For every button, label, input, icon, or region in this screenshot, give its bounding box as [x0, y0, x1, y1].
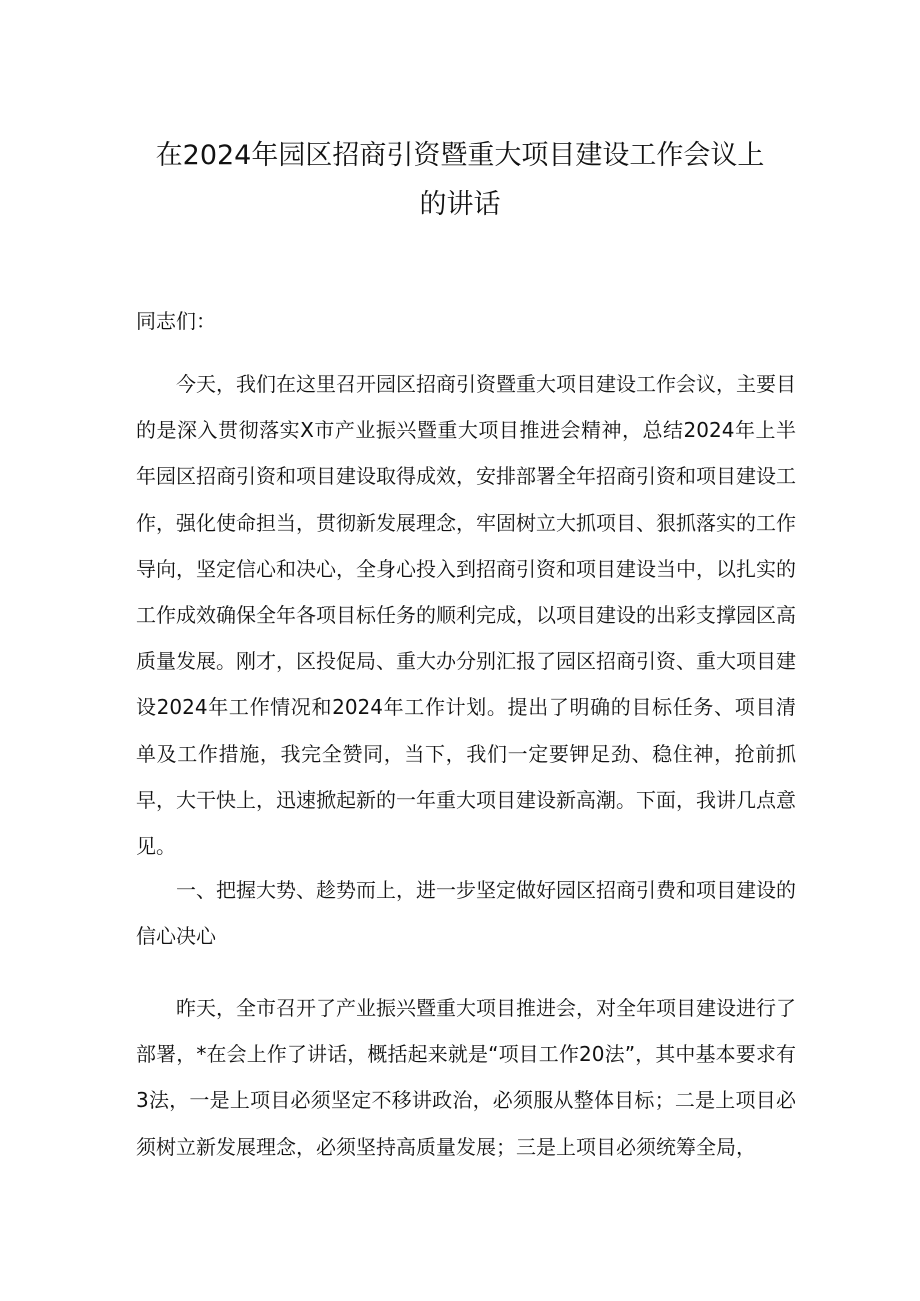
section-heading-1: 一、把握大势、趁势而上，进一步坚定做好园区招商引费和项目建设的信心决心	[136, 878, 796, 949]
salutation: 同志们：	[136, 309, 216, 333]
paragraph-section-1: 昨天，全市召开了产业振兴暨重大项目推进会，对全年项目建设进行了部署，*在会上作了讲话，概括起来就是“项目工作20法”，其中基本要求有3法，一是上项目必须坚定不移讲政治，必须服从整体目标；二是上项目必须树立新发展理念，必须坚持高质量发展；三是上项目必须统筹全局，	[136, 996, 796, 1159]
paragraph-opening: 今天，我们在这里召开园区招商引资暨重大项目建设工作会议，主要目的是深入贯彻落实X市产业振兴暨重大项目推进会精神，总结2024年上半年园区招商引资和项目建设取得成效，安排部署全年招商引资和项目建设工作，强化使命担当，贯彻新发展理念，牢固树立大抓项目、狠抓落实的工作导向，坚定信心和决心，全身心投入到招商引资和项目建设当中，以扎实的工作成效确保全年各项目标任务的顺利完成，以项目建设的出彩支撑园区高质量发展。刚才，区投促局、重大办分别汇报了园区招商引资、重大项目建设2024年工作情况和2024年工作计划。提出了明确的目标任务、项目清单及工作措施，我完全赞同，当下，我们一定要钾足劲、稳住神，抢前抓早，大干快上，迅速掀起新的一年重大项目建设新高潮。下面，我讲几点意见。	[136, 372, 796, 859]
document-title	[120, 131, 800, 229]
title-line-1: 在2024年园区招商引资暨重大项目建设工作会议上	[155, 140, 765, 172]
title-line-2: 的讲话	[419, 189, 501, 221]
